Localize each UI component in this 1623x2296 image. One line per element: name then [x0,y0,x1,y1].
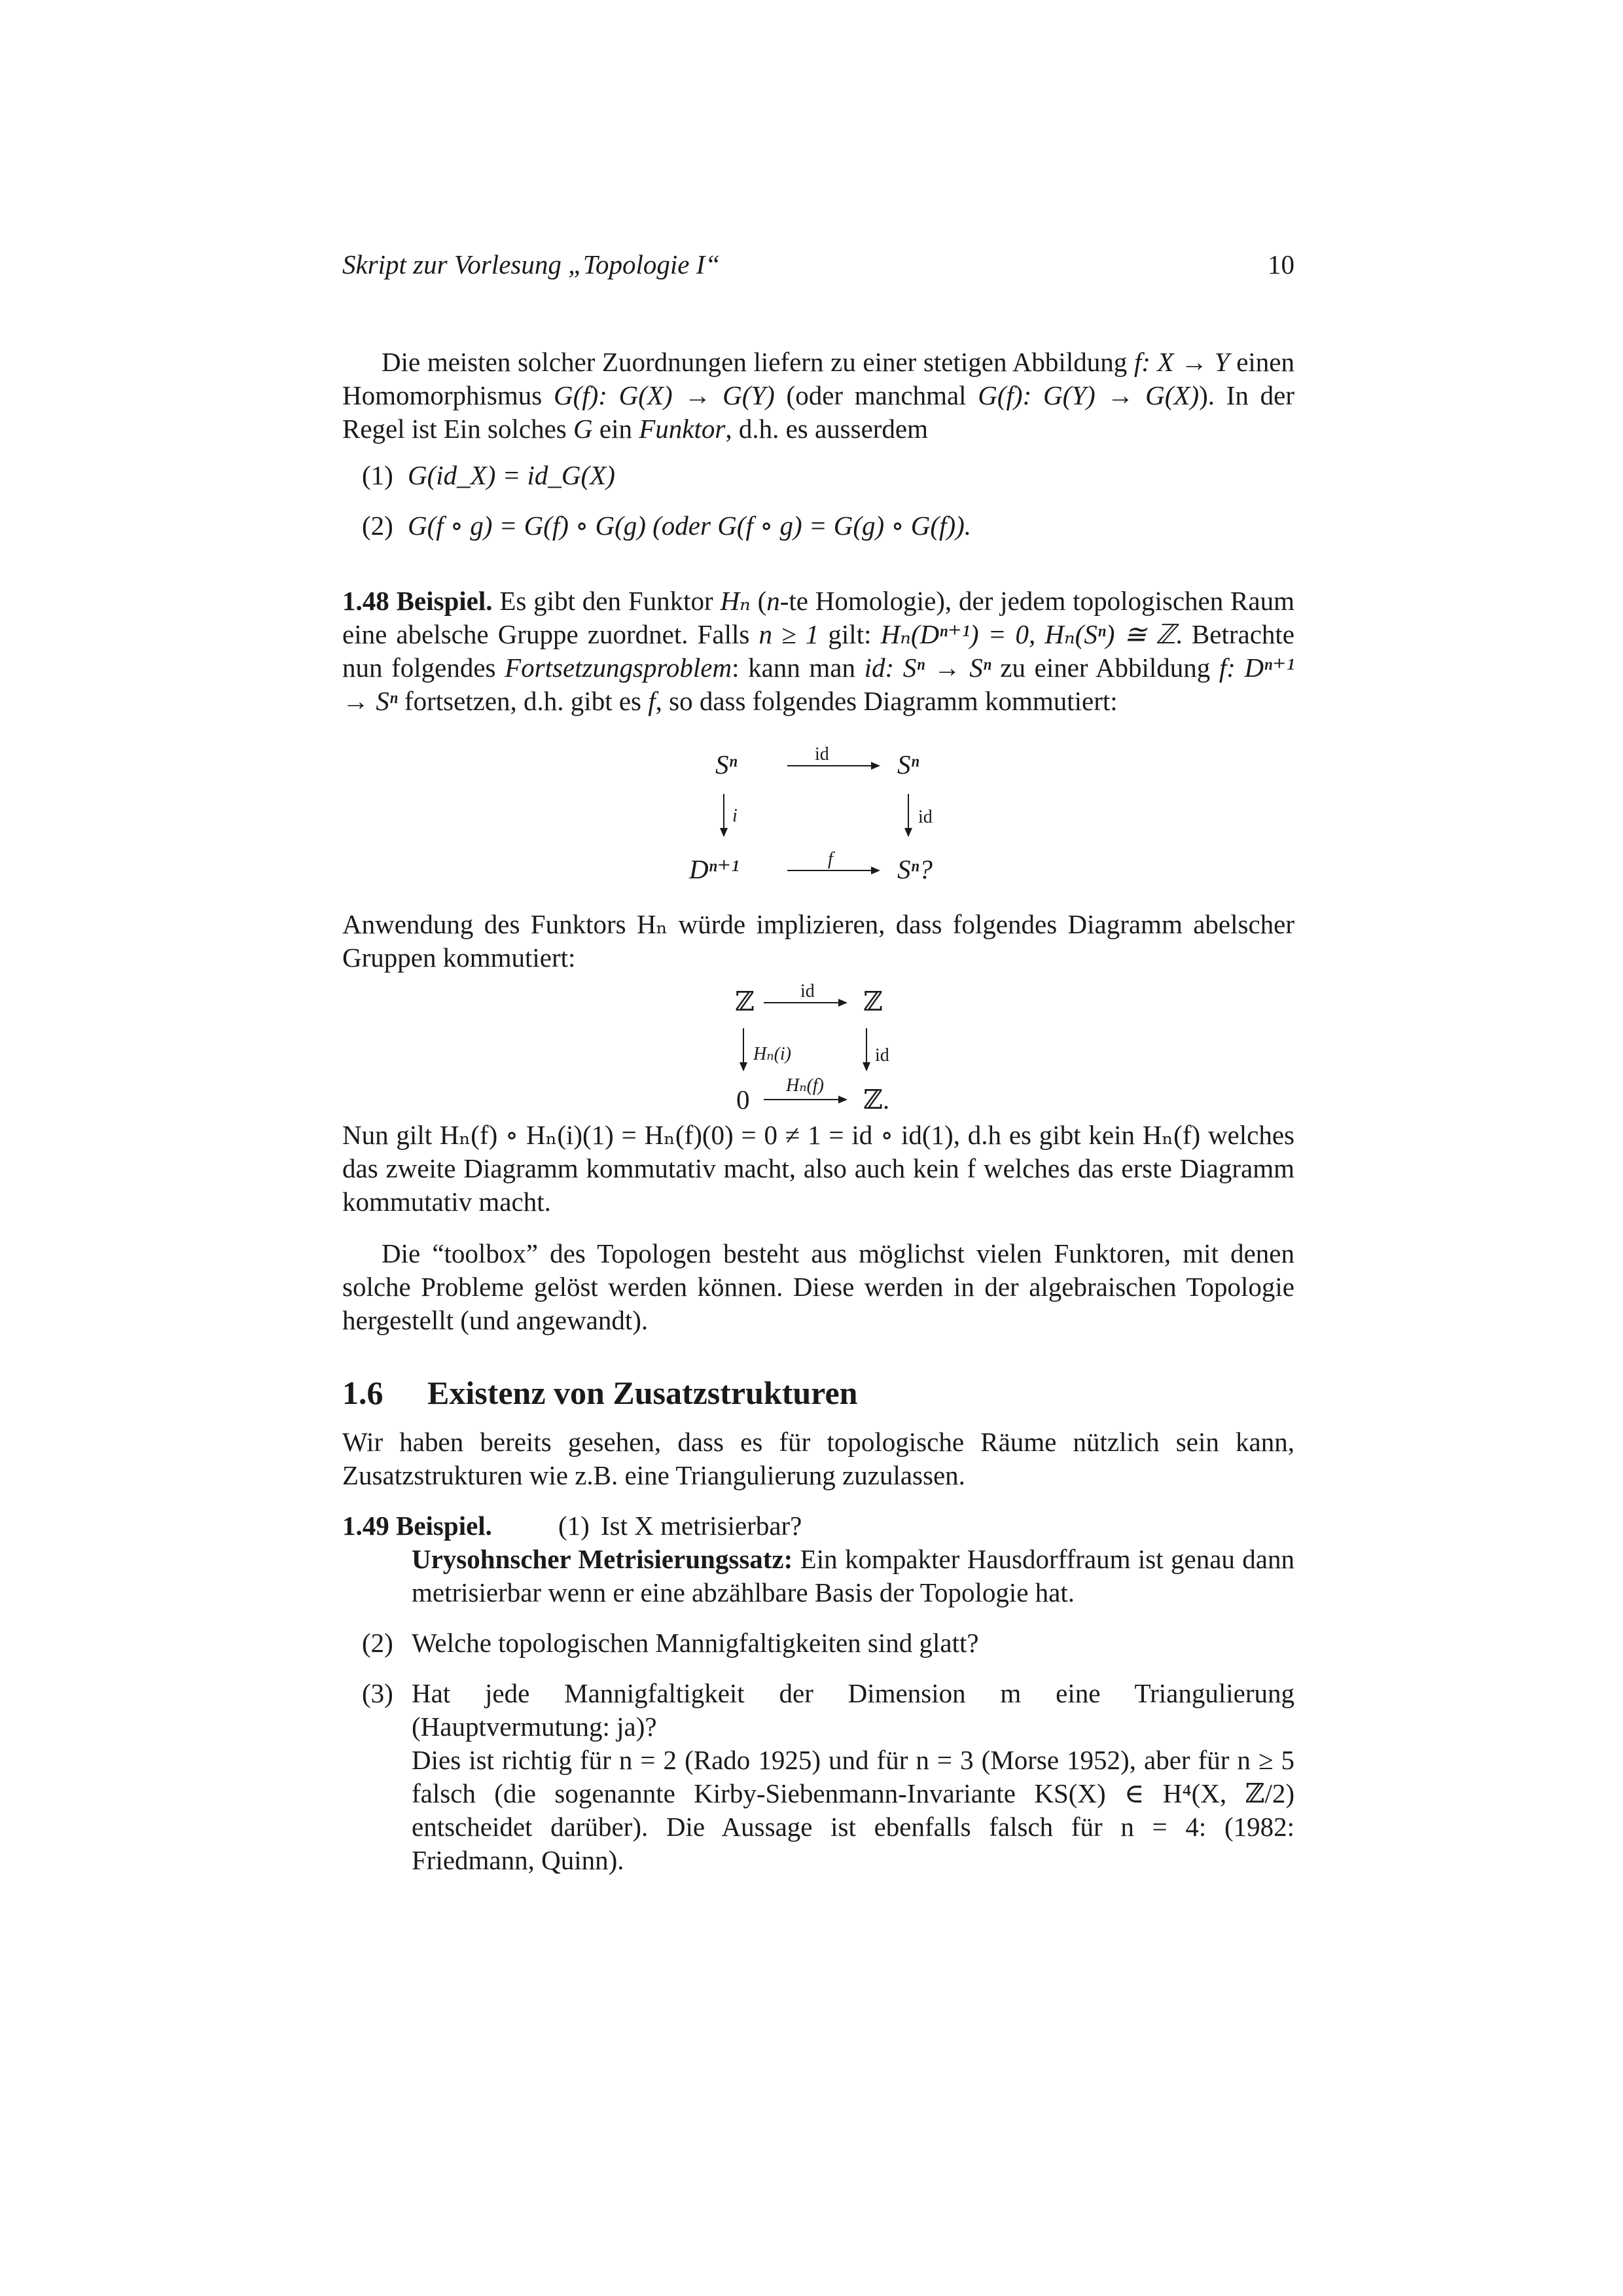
arrow-label: f [828,849,833,869]
answer-text: Dies ist richtig für n = 2 (Rado 1925) und für n = 3 (Morse 1952), aber für n ≥ 5 falsch (die sogenannte Kirby-Siebenmann-Invariante KS(X) ∈ H⁴(X, ℤ/2) entscheidet darüber). Die Aussage ist ebenfalls falsch für n = 4: (1982: Friedmann, Quinn). [412,1745,1294,1875]
math: G(f): G(X) → G(Y) [553,380,775,410]
intro-text: einen Homomorphismus [342,347,1294,410]
arrow-label: Hₙ(f) [786,1075,824,1096]
text: -te Homologie), der jedem topologischen Raum eine abelsche Gruppe zuordnet. Falls [342,586,1294,649]
list-text [412,1677,1294,1877]
emph-fortsetzungsproblem: Fortsetzungsproblem [505,653,732,683]
diagram-node: Dⁿ⁺¹ [689,854,740,884]
math: Hₙ [720,586,751,616]
arrow-label: i [732,806,738,826]
example-label: 1.49 Beispiel. [342,1511,492,1541]
arrow-right [764,1002,846,1003]
text: . Betrachte nun folgendes [342,619,1295,683]
toolbox-paragraph: Die “toolbox” des Topologen besteht aus möglichst vielen Funktoren, mit denen solche Probleme gelöst werden können. Diese werden in der algebraischen Topologie hergestellt (und angewandt). [342,1238,1294,1335]
list-item [342,1677,1294,1877]
diagram-node: 0 [736,1085,750,1115]
diagram-node: ℤ [863,986,883,1016]
text: gilt: [819,619,881,649]
arrow-down [723,794,724,836]
math: f [648,686,656,716]
functor-axioms [342,459,1294,543]
list-label: (3) [362,1678,393,1708]
arrow-label: id [800,981,815,1001]
list-text: G(f ∘ g) = G(f) ∘ G(g) (oder G(f ∘ g) = G(g) ∘ G(f)). [408,511,971,541]
list-item [342,509,1294,543]
emph-funktor: Funktor [639,414,726,444]
arrow-right [787,765,879,766]
commutative-diagram-1 [689,742,951,899]
text: fortsetzen, d.h. gibt es [397,686,649,716]
diagram-node: Sⁿ? [897,854,933,884]
diagram-node: Sⁿ [897,749,919,780]
theorem-name: Urysohnscher Metrisierungssatz: [412,1544,793,1574]
example-first-row [342,1509,1294,1543]
intro-text: (oder manchmal [774,380,978,410]
arrow-label: id [918,807,933,827]
section-intro: Wir haben bereits gesehen, dass es für topologische Räume nützlich sein kann, Zusatzstrukturen wie z.B. eine Triangulierung zuzulassen. [342,1427,1294,1490]
arrow-label: id [875,1045,889,1066]
section-heading [342,1376,1294,1410]
math: G [573,414,593,444]
theorem-text: Ein kompakter Hausdorffraum ist genau dann metrisierbar wenn er eine abzählbare Basis der Topologie hat. [412,1544,1294,1607]
math: n [766,586,780,616]
example-label: 1.48 Beispiel. [342,586,493,616]
diagram-node: ℤ [735,986,755,1016]
commutative-diagram-2 [735,978,997,1124]
text: ( [750,586,767,616]
question-text: Hat jede Mannigfaltigkeit der Dimension m eine Triangulierung (Hauptvermutung: ja)? [412,1678,1294,1742]
text: zu einer Abbildung [991,653,1219,683]
intro-text: Die meisten solcher Zuordnungen liefern zu einer stetigen Abbildung [382,347,1134,377]
arrow-right [787,870,879,871]
text: Es gibt den Funktor [492,586,721,616]
question-label: (1) [558,1511,590,1541]
example-1-48 [342,584,1294,718]
arrow-label: id [815,744,829,764]
conclusion-paragraph: Nun gilt Hₙ(f) ∘ Hₙ(i)(1) = Hₙ(f)(0) = 0 ≠ 1 = id ∘ id(1), d.h es gibt kein Hₙ(f) welches das zweite Diagramm kommutativ macht, also auch kein f welches das erste Diagramm kommutativ macht. [342,1120,1294,1217]
math: n ≥ 1 [758,619,819,649]
math: Hₙ(Dⁿ⁺¹) = 0, Hₙ(Sⁿ) ≅ ℤ [880,619,1176,649]
math: f: Dⁿ⁺¹ → Sⁿ [342,653,1294,716]
section-title: Existenz von Zusatzstrukturen [427,1374,858,1411]
functor-application: Anwendung des Funktors Hₙ würde implizieren, dass folgendes Diagramm abelscher Gruppen kommutiert: [342,909,1294,973]
arrow-down [743,1028,744,1070]
arrow-down [908,794,909,836]
arrow-label: Hₙ(i) [753,1044,791,1064]
list-label: (1) [362,460,393,490]
intro-text: , d.h. es ausserdem [725,414,929,444]
text: , so dass folgendes Diagramm kommutiert: [655,686,1118,716]
list-text: G(id_X) = id_G(X) [408,460,615,490]
text: : kann man [732,653,865,683]
intro-paragraph [342,346,1294,446]
math: f: X → Y [1133,347,1230,377]
metrization-theorem [412,1543,1294,1609]
list-item [342,459,1294,492]
intro-text: ). In der Regel ist Ein solches [342,380,1294,444]
header-title: Skript zur Vorlesung „Topologie I“ [342,249,721,279]
diagram-node: ℤ. [863,1085,890,1115]
question-text: Ist X metrisierbar? [601,1511,802,1541]
math: id: Sⁿ → Sⁿ [864,653,991,683]
section-number: 1.6 [342,1374,383,1411]
page-body [342,346,1294,1877]
intro-text: ein [592,414,639,444]
page-number: 10 [1268,249,1294,279]
running-head [342,249,1294,288]
list-label: (2) [362,1628,393,1658]
list-label: (2) [362,511,393,541]
diagram-node: Sⁿ [715,749,738,780]
list-item [342,1626,1294,1660]
arrow-right [764,1099,846,1100]
example-1-49 [342,1509,1294,1877]
arrow-down [866,1028,867,1070]
math: G(f): G(Y) → G(X) [978,380,1200,410]
list-text: Welche topologischen Mannigfaltigkeiten sind glatt? [412,1628,979,1658]
